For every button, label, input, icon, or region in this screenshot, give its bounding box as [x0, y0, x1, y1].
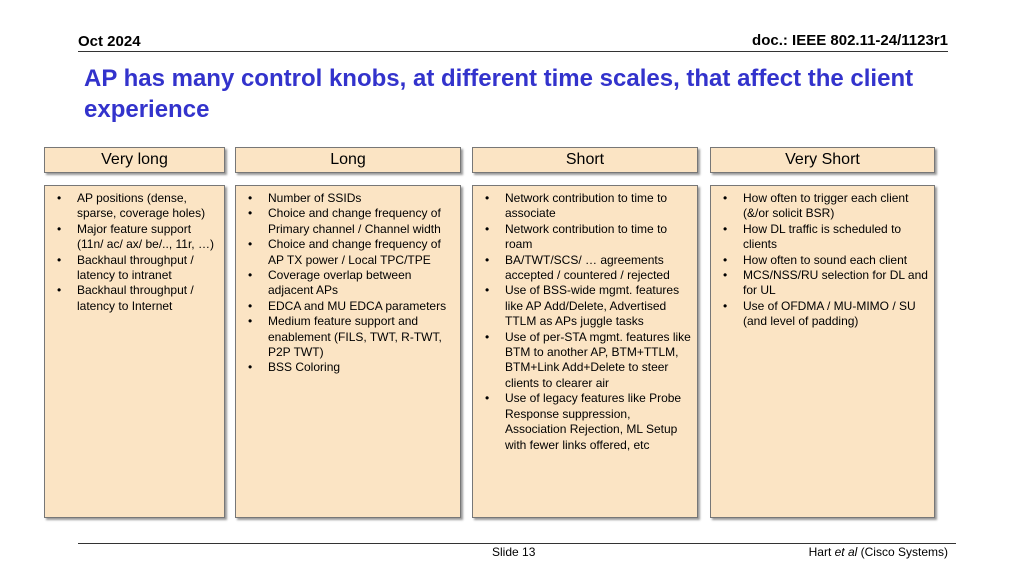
- bullet-icon: •: [248, 268, 253, 283]
- header-divider: [78, 51, 948, 52]
- list-item-text: BSS Coloring: [268, 360, 341, 375]
- list-item-text: Backhaul throughput / latency to intranet: [77, 252, 194, 283]
- bullet-list: [715, 191, 928, 330]
- list-item-text: Use of legacy features like Probe Response suppression, Association Rejection, ML Setup with fewer links offered, etc: [505, 391, 682, 452]
- list-item: [715, 299, 928, 330]
- column-heading-very-short: Very Short: [710, 147, 935, 173]
- bullet-list: [477, 191, 691, 453]
- bullet-icon: •: [248, 298, 253, 313]
- column-box-short: [472, 185, 698, 518]
- column-box-very-short: [710, 185, 935, 518]
- bullet-icon: •: [723, 298, 728, 313]
- list-item-text: Choice and change frequency of Primary channel / Channel width: [268, 206, 441, 236]
- bullet-icon: •: [57, 221, 62, 236]
- bullet-icon: •: [485, 252, 490, 267]
- bullet-icon: •: [485, 283, 490, 298]
- list-item-text: Medium feature support and enablement (FILS, TWT, R-TWT, P2P TWT): [268, 314, 442, 360]
- author-name: Hart: [808, 545, 835, 559]
- bullet-icon: •: [248, 360, 253, 375]
- list-item: [49, 283, 218, 314]
- list-item: [240, 314, 454, 360]
- list-item-text: Use of per-STA mgmt. features like BTM to another AP, BTM+TTLM, BTM+Link Add+Delete to steer clients to clearer air: [505, 329, 691, 390]
- list-item: [49, 253, 218, 284]
- list-item-text: Use of OFDMA / MU-MIMO / SU (and level of padding): [743, 298, 916, 329]
- list-item-text: EDCA and MU EDCA parameters: [268, 298, 447, 313]
- column-heading-long: Long: [235, 147, 461, 173]
- list-item-text: AP positions (dense, sparse, coverage holes): [77, 191, 206, 221]
- bullet-icon: •: [248, 191, 253, 205]
- list-item: [715, 222, 928, 253]
- slide-number: Slide 13: [492, 545, 536, 559]
- list-item-text: How DL traffic is scheduled to clients: [743, 221, 902, 252]
- header-doc-id: doc.: IEEE 802.11-24/1123r1: [752, 32, 948, 49]
- list-item-text: MCS/NSS/RU selection for DL and for UL: [743, 268, 928, 298]
- footer-divider: [78, 543, 956, 544]
- header-date: Oct 2024: [78, 33, 141, 50]
- list-item: [477, 222, 691, 253]
- bullet-icon: •: [485, 329, 490, 344]
- list-item-text: Use of BSS-wide mgmt. features like AP Add/Delete, Advertised TTLM as APs juggle tasks: [505, 283, 680, 329]
- bullet-icon: •: [57, 283, 62, 298]
- list-item: [240, 268, 454, 299]
- bullet-icon: •: [248, 237, 253, 252]
- slide-title: AP has many control knobs, at different time scales, that affect the client experience: [84, 65, 914, 123]
- bullet-icon: •: [248, 314, 253, 329]
- list-item-text: Choice and change frequency of AP TX power / Local TPC/TPE: [268, 237, 441, 267]
- list-item-text: Number of SSIDs: [268, 191, 362, 205]
- list-item-text: Major feature support (11n/ ac/ ax/ be/.., 11r, …): [77, 221, 214, 252]
- list-item-text: Network contribution to time to roam: [505, 221, 668, 252]
- list-item: [240, 191, 454, 206]
- column-heading-very-long: Very long: [44, 147, 225, 173]
- bullet-icon: •: [723, 268, 728, 283]
- list-item-text: BA/TWT/SCS/ … agreements accepted / countered / rejected: [505, 252, 670, 283]
- list-item: [715, 268, 928, 299]
- list-item-text: How often to sound each client: [743, 252, 908, 267]
- bullet-list: [240, 191, 454, 376]
- author-etal: et al: [834, 545, 858, 559]
- bullet-icon: •: [485, 221, 490, 236]
- list-item: [477, 283, 691, 329]
- list-item: [477, 253, 691, 284]
- bullet-icon: •: [57, 191, 62, 205]
- bullet-icon: •: [485, 391, 490, 406]
- list-item: [477, 330, 691, 392]
- list-item: [240, 360, 454, 375]
- list-item: [715, 253, 928, 268]
- column-heading-short: Short: [472, 147, 698, 173]
- bullet-icon: •: [723, 221, 728, 236]
- list-item: [715, 191, 928, 222]
- list-item: [240, 299, 454, 314]
- bullet-icon: •: [485, 191, 490, 205]
- list-item-text: Network contribution to time to associate: [505, 191, 668, 221]
- bullet-icon: •: [248, 206, 253, 221]
- list-item: [477, 391, 691, 453]
- list-item: [477, 191, 691, 222]
- list-item-text: How often to trigger each client (&/or solicit BSR): [743, 191, 909, 221]
- bullet-icon: •: [723, 252, 728, 267]
- list-item-text: Coverage overlap between adjacent APs: [268, 268, 412, 298]
- list-item: [49, 222, 218, 253]
- list-item: [49, 191, 218, 222]
- list-item: [240, 237, 454, 268]
- list-item-text: Backhaul throughput / latency to Internet: [77, 283, 194, 313]
- bullet-list: [49, 191, 218, 314]
- list-item: [240, 206, 454, 237]
- bullet-icon: •: [723, 191, 728, 205]
- column-box-long: [235, 185, 461, 518]
- bullet-icon: •: [57, 252, 62, 267]
- author-org: (Cisco Systems): [857, 545, 948, 559]
- column-box-very-long: [44, 185, 225, 518]
- footer-author: [809, 545, 948, 559]
